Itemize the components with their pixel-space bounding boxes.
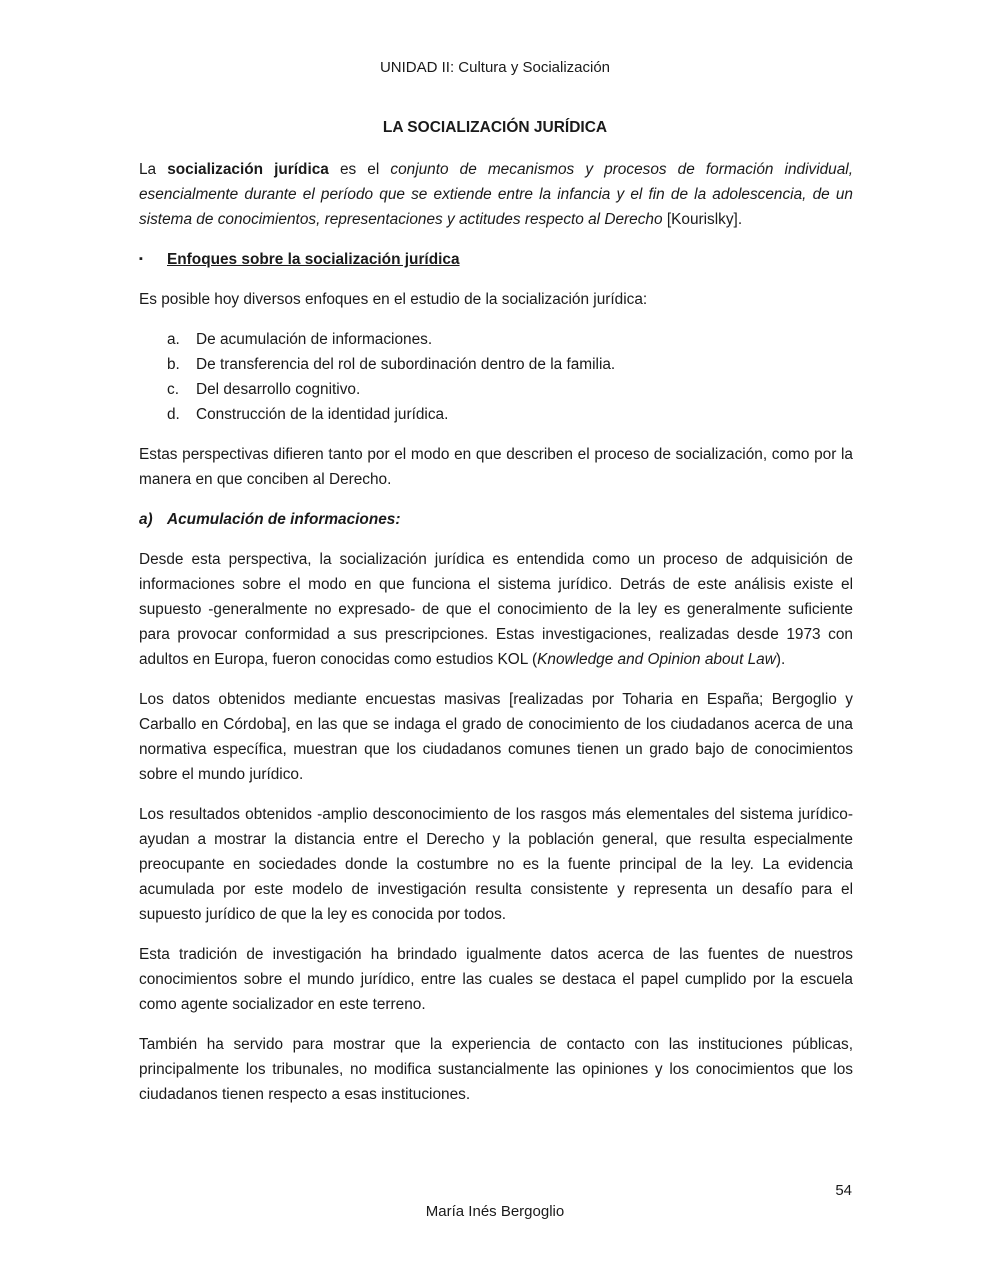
section-a-title: Acumulación de informaciones:	[167, 511, 401, 528]
running-header: UNIDAD II: Cultura y Socialización	[379, 59, 611, 76]
section-a-paragraph-1	[139, 547, 853, 672]
list-item-text: De acumulación de informaciones.	[196, 331, 433, 348]
kol-expansion: Knowledge and Opinion about Law	[537, 651, 776, 668]
section-a-marker: a)	[139, 511, 153, 528]
list-item	[139, 327, 853, 352]
enfoques-intro: Es posible hoy diversos enfoques en el estudio de la socialización jurídica:	[139, 291, 648, 308]
perspectivas-paragraph: Estas perspectivas difieren tanto por el modo en que describen el proceso de socialización, como por la manera en que conciben al Derecho.	[139, 446, 853, 488]
list-marker: c.	[167, 381, 179, 398]
intro-text-2: es el	[328, 161, 391, 178]
page-number: 54	[835, 1182, 852, 1199]
para-a1-end: ).	[775, 651, 786, 668]
list-item	[139, 377, 853, 402]
intro-term: socialización jurídica	[167, 161, 329, 178]
section-a-heading	[139, 507, 853, 532]
section-a-paragraph-4: Esta tradición de investigación ha brindado igualmente datos acerca de las fuentes de nuestros conocimientos sobre el mundo jurídico, entre las cuales se destaca el papel cumplido por la escuela como agente socializador en este terreno.	[139, 946, 853, 1013]
list-item-text: De transferencia del rol de subordinación dentro de la familia.	[196, 356, 616, 373]
intro-text-1: La	[139, 161, 168, 178]
page-title: LA SOCIALIZACIÓN JURÍDICA	[382, 119, 608, 136]
subsection-heading	[139, 247, 853, 272]
subsection-title: Enfoques sobre la socialización jurídica	[167, 251, 460, 268]
list-marker: b.	[167, 356, 180, 373]
enfoques-list	[139, 327, 853, 427]
running-footer: María Inés Bergoglio	[425, 1203, 565, 1220]
square-bullet-icon: ▪	[139, 253, 143, 265]
intro-citation: [Kourislky].	[662, 211, 743, 228]
section-a-paragraph-2: Los datos obtenidos mediante encuestas masivas [realizadas por Toharia en España; Bergoglio y Carballo en Córdoba], en las que se indaga el grado de conocimiento de los ciudadanos acerca de una normativa específica, muestran que los ciudadanos comunes tienen un grado bajo de conocimientos sobre el mundo jurídico.	[139, 691, 853, 783]
document-body	[139, 157, 853, 1122]
section-a-paragraph-5: También ha servido para mostrar que la experiencia de contacto con las instituciones públicas, principalmente los tribunales, no modifica sustancialmente las opiniones y los conocimientos que los ciudadanos tienen respecto a esas instituciones.	[139, 1036, 853, 1103]
intro-definition: conjunto de mecanismos y procesos de formación individual, esencialmente durante el período que se extiende entre la infancia y el fin de la adolescencia, de un sistema de conocimientos, representaciones y actitudes respecto al Derecho	[139, 161, 853, 228]
intro-paragraph	[139, 157, 853, 232]
list-item	[139, 402, 853, 427]
list-item-text: Construcción de la identidad jurídica.	[196, 406, 449, 423]
section-a-paragraph-3: Los resultados obtenidos -amplio desconocimiento de los rasgos más elementales del sistema jurídico- ayudan a mostrar la distancia entre el Derecho y la población general, que resulta especialmente preocupante en sociedades donde la costumbre no es la fuente principal de la ley. La evidencia acumulada por este modelo de investigación resulta consistente y representa un desafío para el supuesto jurídico de que la ley es conocida por todos.	[139, 806, 853, 923]
list-marker: d.	[167, 406, 180, 423]
list-item-text: Del desarrollo cognitivo.	[196, 381, 361, 398]
list-item	[139, 352, 853, 377]
para-a1-text: Desde esta perspectiva, la socialización jurídica es entendida como un proceso de adquisición de informaciones sobre el modo en que funciona el sistema jurídico. Detrás de este análisis existe el supuesto -generalmente no expresado- de que el conocimiento de la ley es generalmente suficiente para provocar conformidad a sus prescripciones. Estas investigaciones, realizadas desde 1973 con adultos en Europa, fueron conocidas como estudios KOL (	[139, 551, 853, 668]
list-marker: a.	[167, 331, 180, 348]
